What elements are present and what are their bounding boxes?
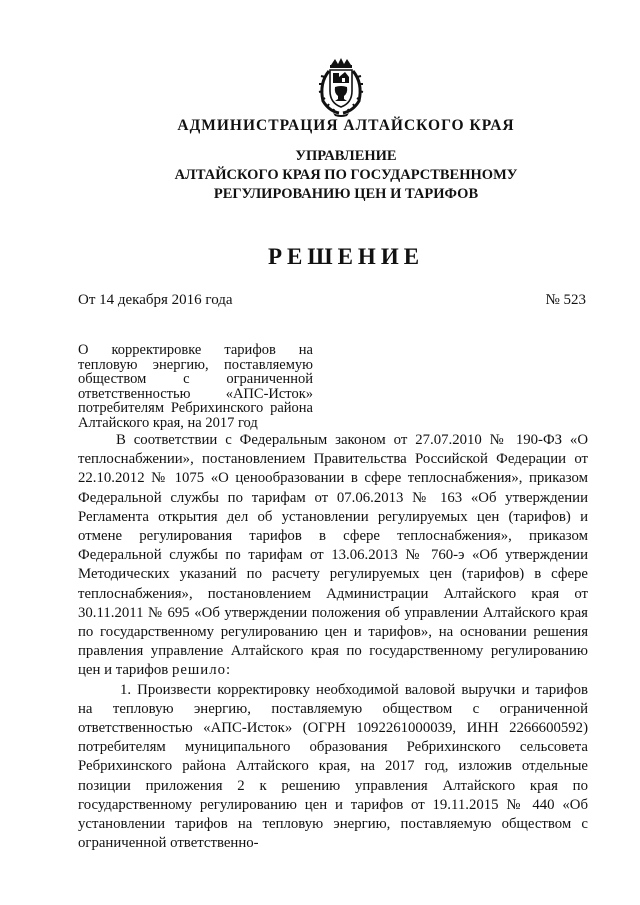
body-paragraph bbox=[78, 431, 588, 681]
department-line: РЕГУЛИРОВАНИЮ ЦЕН И ТАРИФОВ bbox=[213, 186, 479, 202]
body-paragraph: 1. Произвести корректировку необходимой валовой выручки и тарифов на тепловую энергию, поставляемую обществом с ограниченной ответственностью «АПС-Исток» (ОГРН 1092261000039, ИНН 2266600592) потребителям муниципального образования Ребрихинского сельсовета Ребрихинского района Алтайского края, на 2017 год, изложив отдельные позиции приложения 2 к решению управления Алтайского края по государственному регулированию цен и тарифов от 19.11.2015 № 440 «Об установлении тарифов на тепловую энергию, поставляемую обществом с ограниченной ответственно- bbox=[78, 681, 588, 852]
department-line: УПРАВЛЕНИЕ bbox=[295, 148, 397, 164]
document-body bbox=[78, 431, 588, 853]
department-line: АЛТАЙСКОГО КРАЯ ПО ГОСУДАРСТВЕННОМУ bbox=[174, 167, 518, 183]
document-date: От 14 декабря 2016 года bbox=[78, 292, 233, 308]
paragraph-text: В соответствии с Федеральным законом от 27.07.2010 № 190-ФЗ «О теплоснабжении», постановлением Правительства Российской Федерации от 22.10.2012 № 1075 «О ценообразовании в сфере теплоснабжения», приказом Федеральной службы по тарифам от 07.06.2013 № 163 «Об утверждении Регламента открытия дел об установлении регулируемых цен (тарифов) и отмене регулирования тарифов в сфере теплоснабжения», приказом Федеральной службы по тарифам от 13.06.2013 № 760-э «Об утверждении Методических указаний по расчету регулируемых цен (тарифов) в сфере теплоснабжения», постановлением Администрации Алтайского края от 30.11.2011 № 695 «Об утверждении положения об управлении Алтайского края по государственному регулированию цен и тарифов», на основании решения правления управление Алтайского края по государственному регулированию цен и тарифов bbox=[78, 432, 588, 679]
administration-heading: АДМИНИСТРАЦИЯ АЛТАЙСКОГО КРАЯ bbox=[177, 117, 515, 134]
coat-of-arms-emblem bbox=[315, 57, 367, 117]
document-number: № 523 bbox=[545, 292, 586, 308]
department-heading bbox=[0, 147, 640, 204]
document-subject: О корректировке тарифов на тепловую энергию, поставляемую обществом с ограниченной ответственностью «АПС-Исток» потребителям Ребрихинского района Алтайского края, на 2017 год bbox=[78, 342, 313, 431]
document-type-title: РЕШЕНИЕ bbox=[267, 244, 425, 269]
decision-verb: решило: bbox=[171, 662, 232, 679]
